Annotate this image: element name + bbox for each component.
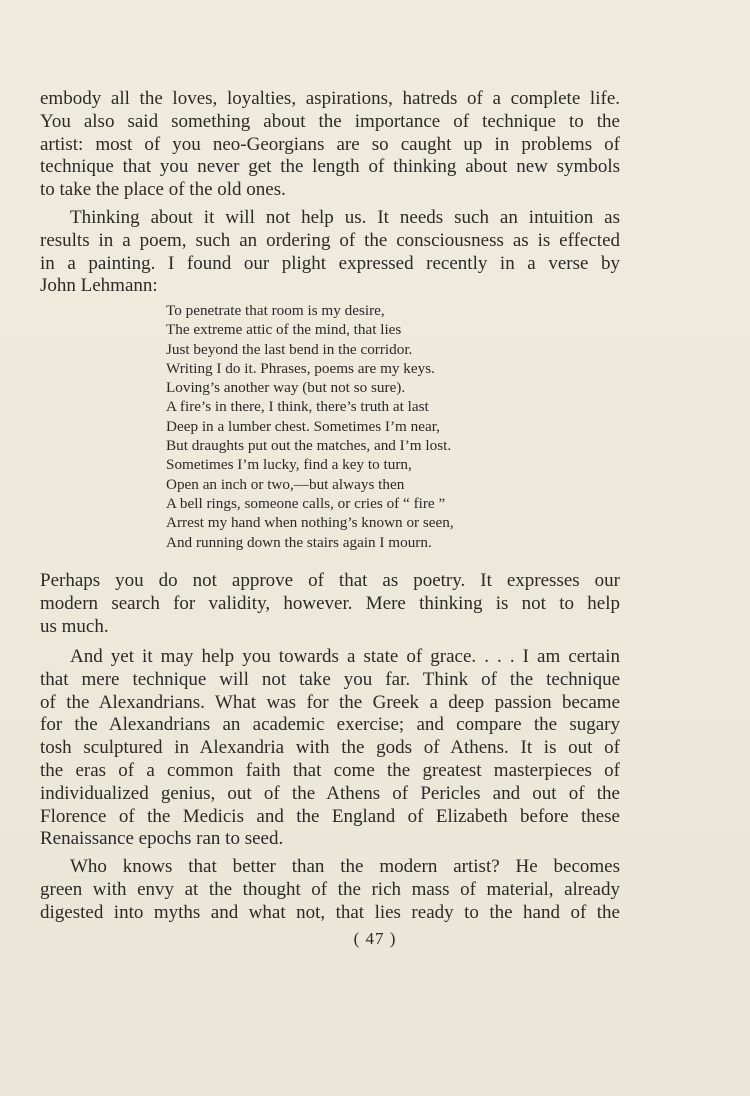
poem-line: A bell rings, someone calls, or cries of “ fire ” (166, 494, 446, 512)
text-line: digested into myths and what not, that lies ready to the hand of the (40, 901, 620, 923)
text-line: green with envy at the thought of the rich mass of material, already (40, 878, 620, 900)
text-line: the eras of a common faith that come the greatest masterpieces of (40, 759, 620, 781)
poem-line: Open an inch or two,—but always then (166, 475, 405, 493)
text-line: Renaissance epochs ran to seed. (40, 828, 284, 850)
text-line: modern search for validity, however. Mere thinking is not to help (40, 592, 620, 614)
poem-line: And running down the stairs again I mourn. (166, 533, 432, 551)
text-line: John Lehmann: (40, 275, 158, 297)
paragraph-4 (40, 646, 620, 851)
poem-line: Loving’s another way (but not so sure). (166, 379, 406, 397)
poem-line: Deep in a lumber chest. Sometimes I’m near, (166, 417, 440, 435)
text-line: And yet it may help you towards a state of grace. . . . I am certain (70, 646, 620, 667)
paragraph-3 (40, 570, 620, 638)
poem-line: To penetrate that room is my desire, (166, 302, 385, 319)
poem-line: Just beyond the last bend in the corridor. (166, 340, 413, 358)
text-line: of the Alexandrians. What was for the Greek a deep passion became (40, 691, 620, 713)
text-line: Thinking about it will not help us. It needs such an intuition as (70, 207, 620, 228)
text-line: Florence of the Medicis and the England of Elizabeth before these (40, 805, 620, 827)
poem-line: Sometimes I’m lucky, find a key to turn, (166, 456, 412, 474)
text-line: results in a poem, such an ordering of the consciousness as is effected (40, 229, 620, 251)
text-line: to take the place of the old ones. (40, 179, 286, 201)
text-line: individualized genius, out of the Athens of Pericles and out of the (40, 782, 620, 804)
text-line: for the Alexandrians an academic exercise; and compare the sugary (40, 714, 620, 736)
poem-line: But draughts put out the matches, and I’m lost. (166, 437, 452, 455)
poem-line: Writing I do it. Phrases, poems are my keys. (166, 359, 435, 377)
paragraph-2 (40, 207, 620, 298)
text-line: artist: most of you neo-Georgians are so caught up in problems of (40, 133, 620, 155)
text-line: embody all the loves, loyalties, aspirations, hatreds of a complete life. (40, 88, 620, 109)
page-number: ( 47 ) (353, 929, 397, 948)
poem-line: Arrest my hand when nothing’s known or seen, (166, 514, 454, 532)
text-line: that mere technique will not take you far. Think of the technique (40, 668, 620, 690)
text-line: You also said something about the importance of technique to the (40, 110, 620, 132)
text-line: Who knows that better than the modern artist? He becomes (70, 856, 620, 877)
text-line: us much. (40, 615, 109, 637)
poem-line: A fire’s in there, I think, there’s truth at last (166, 398, 429, 416)
poem-quote (166, 301, 526, 552)
paragraph-1 (40, 88, 620, 202)
text-line: technique that you never get the length of thinking about new symbols (40, 156, 620, 178)
text-line: in a painting. I found our plight expressed recently in a verse by (40, 252, 620, 274)
text-line: Perhaps you do not approve of that as poetry. It expresses our (40, 570, 620, 591)
text-line: tosh sculptured in Alexandria with the gods of Athens. It is out of (40, 737, 620, 759)
poem-line: The extreme attic of the mind, that lies (166, 321, 402, 339)
paragraph-5 (40, 856, 620, 924)
